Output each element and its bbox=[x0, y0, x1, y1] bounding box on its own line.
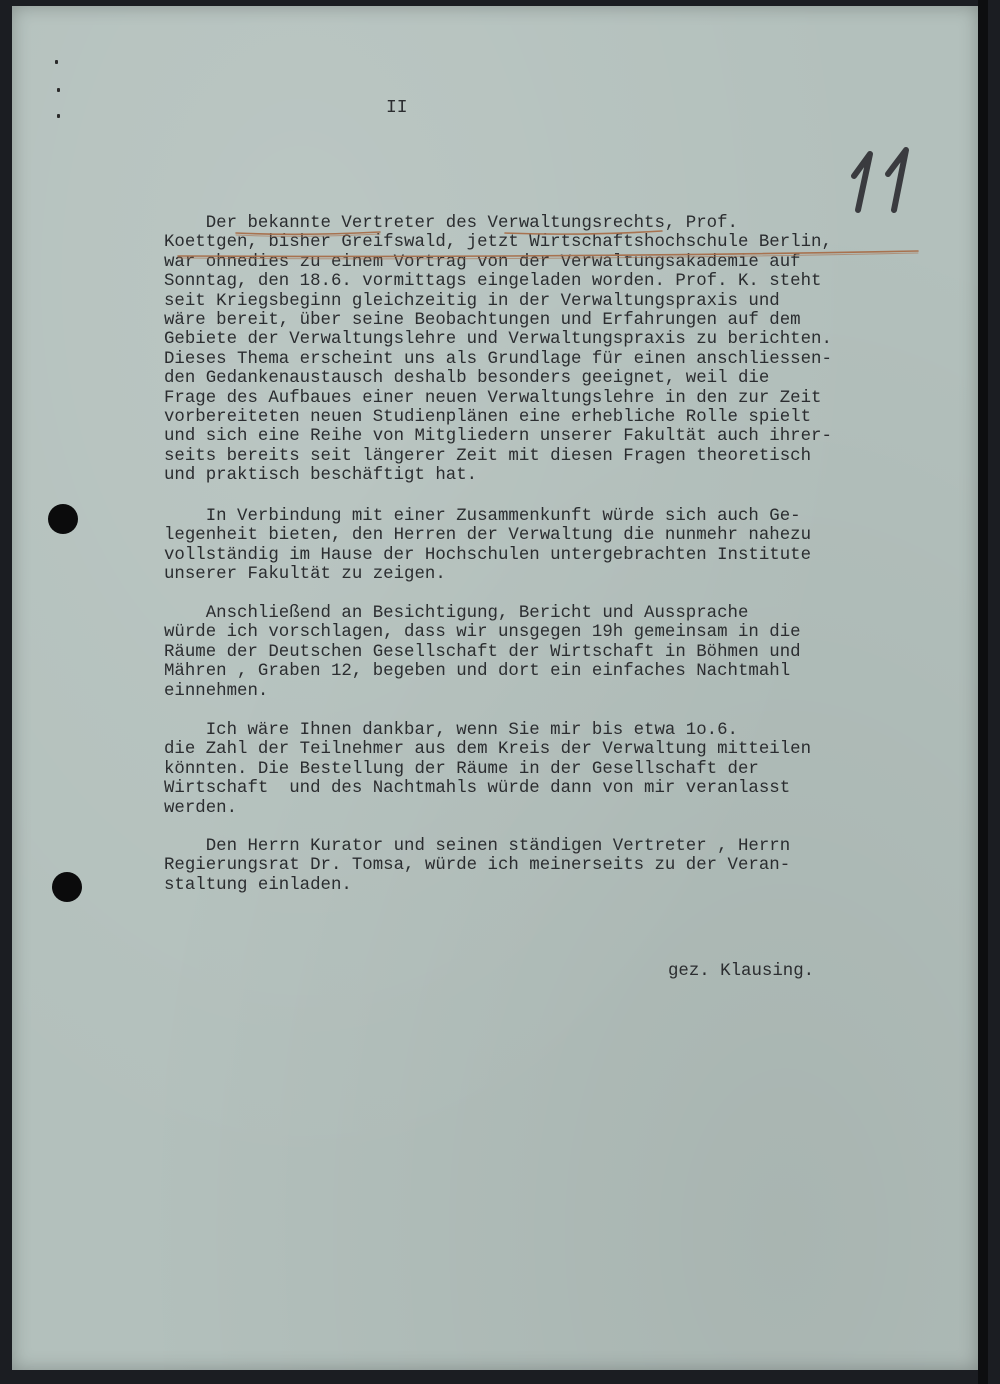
text-line: den Gedankenaustausch deshalb besonders geeignet, weil die bbox=[164, 369, 770, 389]
text-line: Wirtschaft und des Nachtmahls würde dann von mir veranlasst bbox=[164, 779, 791, 799]
text-line: Den Herrn Kurator und seinen ständigen Vertreter , Herrn bbox=[164, 837, 791, 856]
text-line: Der bekannte Vertreter des Verwaltungsrechts, Prof. bbox=[164, 214, 738, 233]
text-line: Koettgen, bisher Greifswald, jetzt Wirtschaftshochschule Berlin, bbox=[164, 233, 832, 253]
text-line: unserer Fakultät zu zeigen. bbox=[164, 565, 446, 585]
text-line: könnten. Die Bestellung der Räume in der Gesellschaft der bbox=[164, 759, 759, 779]
text-line: und sich eine Reihe von Mitgliedern unserer Fakultät auch ihrer- bbox=[164, 427, 832, 447]
text-line: wäre bereit, über seine Beobachtungen und Erfahrungen auf dem bbox=[164, 310, 801, 330]
paragraph-1 bbox=[164, 214, 832, 485]
scan-edge bbox=[978, 0, 988, 1384]
text-line: die Zahl der Teilnehmer aus dem Kreis der Verwaltung mitteilen bbox=[164, 740, 812, 760]
handwritten-folio-number bbox=[836, 140, 926, 220]
text-line: Anschließend an Besichtigung, Bericht und Aussprache bbox=[164, 604, 749, 623]
text-line: war ohnedies zu einem Vortrag von der Verwaltungsakademie auf bbox=[164, 252, 801, 272]
margin-speck bbox=[57, 114, 60, 118]
paragraph-4 bbox=[164, 721, 811, 818]
page-number: II bbox=[386, 98, 408, 118]
signature: gez. Klausing. bbox=[668, 962, 815, 981]
punch-hole-upper bbox=[48, 504, 78, 534]
text-line: einnehmen. bbox=[164, 681, 269, 701]
text-line: Ich wäre Ihnen dankbar, wenn Sie mir bis etwa 1o.6. bbox=[164, 721, 738, 740]
punch-hole-lower bbox=[52, 872, 82, 902]
text-line: Regierungsrat Dr. Tomsa, würde ich meinerseits zu der Veran- bbox=[164, 856, 791, 876]
paragraph-5 bbox=[164, 837, 790, 895]
text-line: legenheit bieten, den Herren der Verwaltung die nunmehr nahezu bbox=[164, 526, 812, 546]
text-line: In Verbindung mit einer Zusammenkunft würde sich auch Ge- bbox=[164, 507, 801, 526]
text-line: Dieses Thema erscheint uns als Grundlage für einen anschliessen- bbox=[164, 349, 832, 369]
text-line: würde ich vorschlagen, dass wir unsgegen 19h gemeinsam in die bbox=[164, 623, 801, 643]
text-line: Mähren , Graben 12, begeben und dort ein einfaches Nachtmahl bbox=[164, 662, 791, 682]
paragraph-3 bbox=[164, 604, 801, 701]
text-line: Räume der Deutschen Gesellschaft der Wirtschaft in Böhmen und bbox=[164, 642, 801, 662]
text-line: seits bereits seit längerer Zeit mit diesen Fragen theoretisch bbox=[164, 446, 812, 466]
text-line: Gebiete der Verwaltungslehre und Verwaltungspraxis zu berichten. bbox=[164, 330, 832, 350]
text-line: vorbereiteten neuen Studienplänen eine erhebliche Rolle spielt bbox=[164, 407, 812, 427]
text-line: staltung einladen. bbox=[164, 875, 352, 895]
text-line: Sonntag, den 18.6. vormittags eingeladen worden. Prof. K. steht bbox=[164, 272, 822, 292]
text-line: und praktisch beschäftigt hat. bbox=[164, 466, 478, 486]
text-line: seit Kriegsbeginn gleichzeitig in der Verwaltungspraxis und bbox=[164, 291, 780, 311]
text-line: werden. bbox=[164, 798, 238, 818]
margin-speck bbox=[57, 88, 60, 92]
text-line: Frage des Aufbaues einer neuen Verwaltungslehre in den zur Zeit bbox=[164, 388, 822, 408]
margin-speck bbox=[55, 60, 58, 64]
text-line: vollständig im Hause der Hochschulen untergebrachten Institute bbox=[164, 545, 812, 565]
paragraph-2 bbox=[164, 507, 811, 585]
